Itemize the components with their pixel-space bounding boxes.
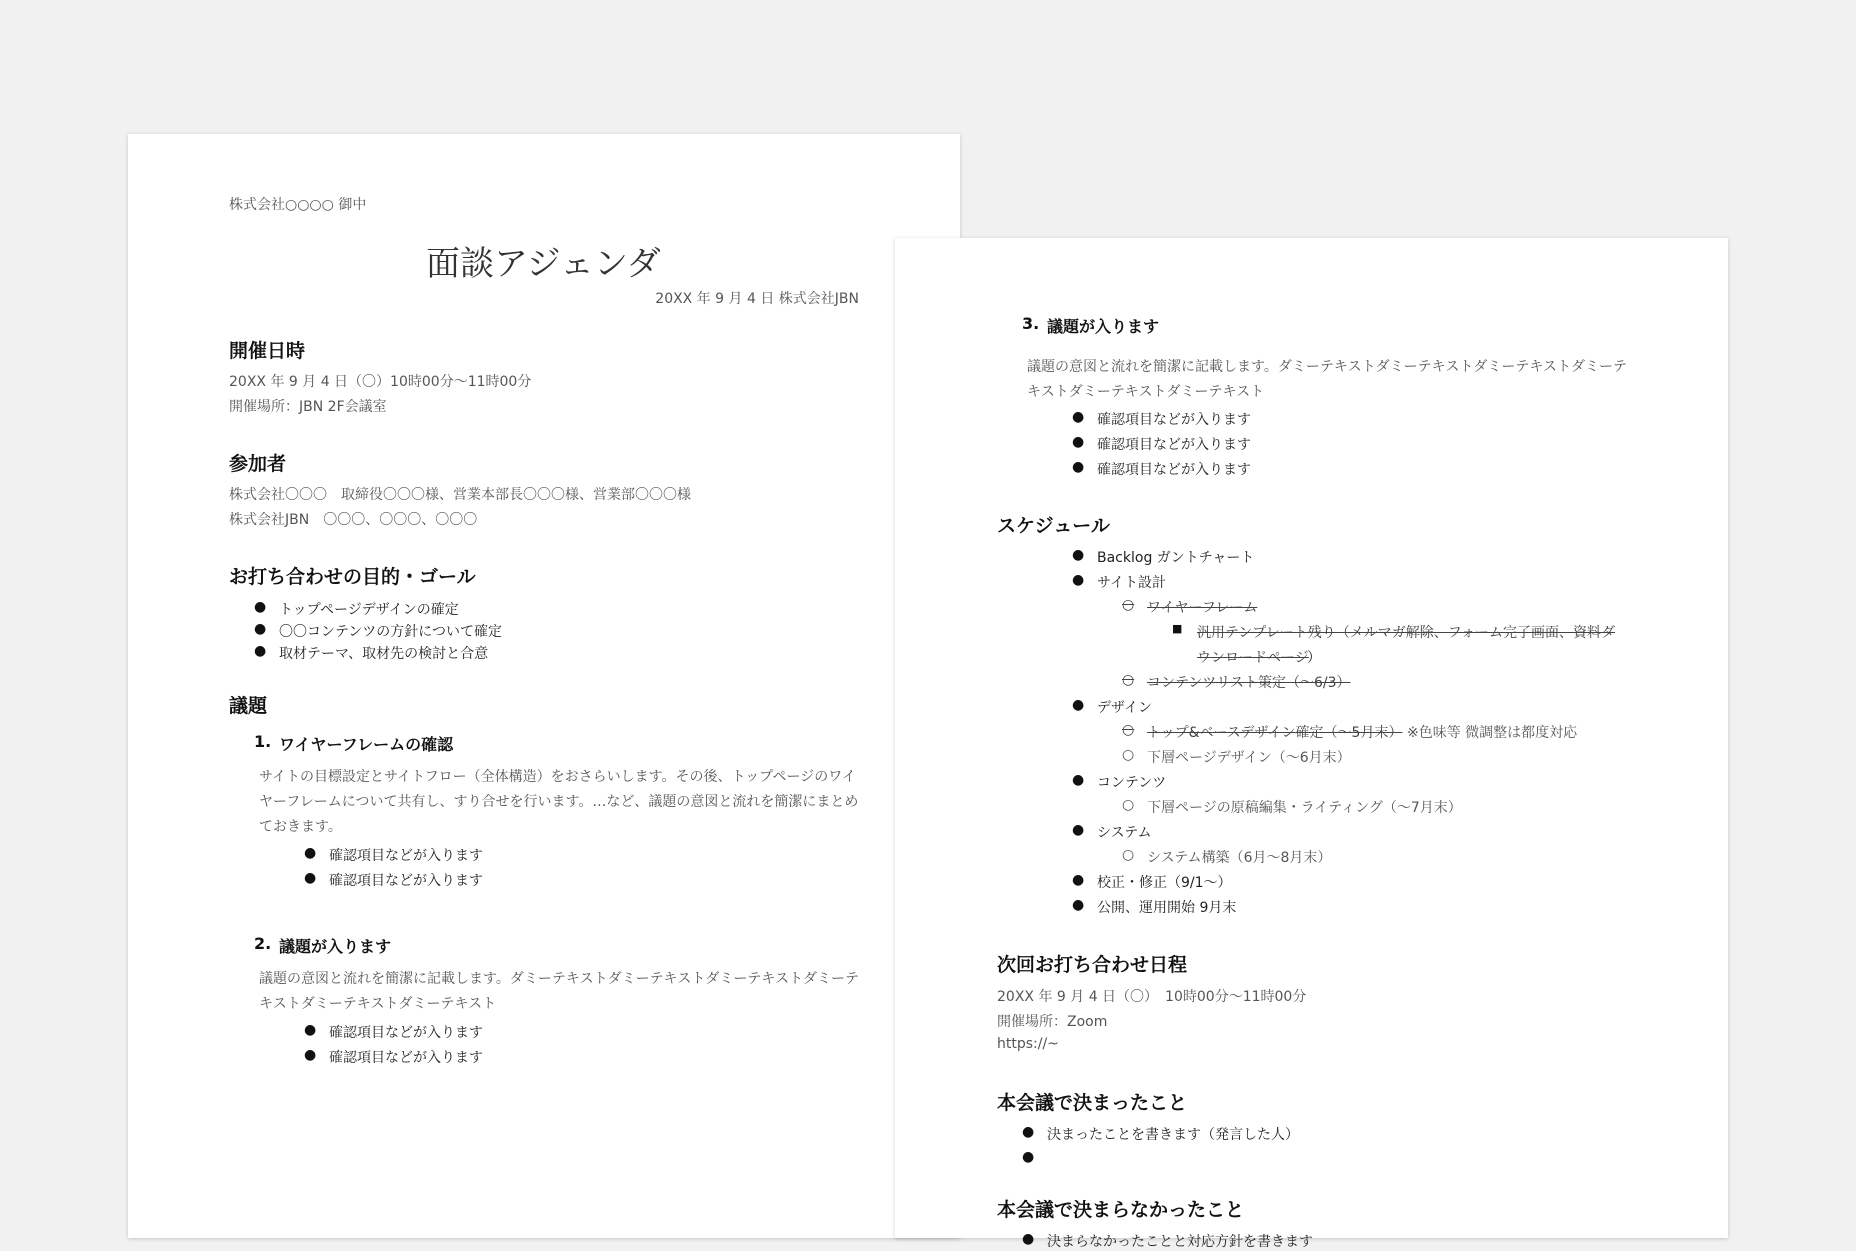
schedule-item: 公開、運用開始 9月末 [1097, 900, 1237, 916]
bullet-dot: ● [1022, 1231, 1035, 1247]
meeting-datetime: 20XX 年 9 月 4 日（〇）10時00分〜11時00分 [229, 374, 532, 390]
agenda-check-item: 確認項目などが入ります [329, 1050, 483, 1066]
agenda-check-item: 確認項目などが入ります [1097, 412, 1251, 428]
schedule-subitem-note: ※色味等 微調整は都度対応 [1407, 725, 1578, 741]
undecided-item: 決まらなかったことと対応方針を書きます [1047, 1234, 1313, 1250]
agenda-item-title: 議題が入ります [279, 937, 392, 956]
schedule-item: システム [1097, 825, 1152, 841]
goal-item: 〇〇コンテンツの方針について確定 [279, 624, 503, 640]
agenda-item-title: 議題が入ります [1047, 317, 1160, 336]
bullet-dot: ● [254, 599, 267, 615]
undecided-heading: 本会議で決まらなかったこと [997, 1199, 1245, 1221]
schedule-subitem: コンテンツリスト策定（〜6/3） [1147, 675, 1351, 691]
circle-bullet: ○ [1122, 672, 1135, 688]
bullet-dot: ● [1072, 434, 1085, 450]
schedule-subitem: システム構築（6月〜8月末） [1147, 850, 1332, 866]
circle-bullet: ○ [1122, 847, 1135, 863]
next-meeting-heading: 次回お打ち合わせ日程 [997, 954, 1188, 976]
decided-heading: 本会議で決まったこと [997, 1092, 1188, 1114]
schedule-item: デザイン [1097, 700, 1153, 716]
agenda-item-number: 2. [254, 934, 272, 953]
bullet-dot: ● [1072, 822, 1085, 838]
document-page-2 [895, 238, 1728, 1250]
agenda-heading: 議題 [229, 695, 268, 717]
square-bullet: ■ [1172, 622, 1183, 635]
goal-heading: お打ち合わせの目的・ゴール [229, 566, 476, 588]
agenda-check-item: 確認項目などが入ります [329, 873, 483, 889]
circle-bullet: ○ [1122, 797, 1135, 813]
circle-bullet: ○ [1122, 722, 1135, 738]
agenda-check-item: 確認項目などが入ります [1097, 437, 1251, 453]
schedule-item: 校正・修正（9/1〜） [1097, 875, 1232, 891]
bullet-dot: ● [304, 870, 317, 886]
schedule-item: サイト設計 [1097, 575, 1167, 591]
schedule-subsubitem: 汎用テンプレート残り（メルマガ解除、フォーム完了画面、資料ダ [1197, 625, 1616, 641]
schedule-subitem: 下層ページデザイン（〜6月末） [1147, 750, 1351, 766]
next-meeting-url: https://~ [997, 1036, 1059, 1052]
bullet-dot: ● [1072, 409, 1085, 425]
agenda-check-item: 確認項目などが入ります [329, 1025, 483, 1041]
bullet-dot: ● [254, 621, 267, 637]
participants-line: 株式会社JBN 〇〇〇、〇〇〇、〇〇〇 [229, 512, 478, 528]
bullet-dot: ● [1072, 459, 1085, 475]
bullet-dot: ● [1072, 772, 1085, 788]
meeting-heading: 開催日時 [229, 340, 306, 362]
bullet-dot: ● [304, 1022, 317, 1038]
agenda-item-number: 3. [1022, 314, 1040, 333]
bullet-dot: ● [1072, 697, 1085, 713]
meeting-place: 開催場所：JBN 2F会議室 [229, 399, 387, 415]
circle-bullet: ○ [1122, 597, 1135, 613]
schedule-item: コンテンツ [1097, 775, 1167, 791]
goal-item: 取材テーマ、取材先の検討と合意 [279, 646, 489, 662]
bullet-dot: ● [304, 1047, 317, 1063]
schedule-subitem: トップ&ベースデザイン確定（〜5月末） [1147, 725, 1403, 741]
bullet-dot: ● [1072, 572, 1085, 588]
goal-item: トップページデザインの確定 [279, 602, 459, 618]
agenda-item-number: 1. [254, 732, 272, 751]
document-title: 面談アジェンダ [426, 244, 661, 284]
bullet-dot: ● [1072, 897, 1085, 913]
next-meeting-place: 開催場所：Zoom [997, 1014, 1108, 1030]
schedule-subitem: 下層ページの原稿編集・ライティング（〜7月末） [1147, 800, 1462, 816]
bullet-dot: ● [1022, 1124, 1035, 1140]
agenda-item-body: 議題の意図と流れを簡潔に記載します。ダミーテキストダミーテキストダミーテキストダミーテキストダミーテキストダミーテキスト [259, 971, 860, 1012]
date-company: 20XX 年 9 月 4 日 株式会社JBN [655, 291, 859, 307]
document-page-1 [128, 134, 960, 1238]
bullet-dot: ● [1072, 872, 1085, 888]
agenda-item-body: 議題の意図と流れを簡潔に記載します。ダミーテキストダミーテキストダミーテキストダミーテキストダミーテキストダミーテキスト [1027, 359, 1628, 400]
schedule-heading: スケジュール [997, 515, 1110, 537]
bullet-dot: ● [254, 643, 267, 659]
agenda-item-title: ワイヤーフレームの確認 [279, 735, 454, 754]
schedule-item: Backlog ガントチャート [1097, 550, 1255, 566]
bullet-dot: ● [1072, 547, 1085, 563]
recipient: 株式会社○○○○ 御中 [229, 197, 367, 213]
bullet-dot: ● [1022, 1149, 1035, 1165]
agenda-check-item: 確認項目などが入ります [329, 848, 483, 864]
schedule-subitem: ワイヤーフレーム [1147, 600, 1258, 616]
schedule-subsubitem-cont: ウンロードページ [1197, 650, 1309, 666]
agenda-check-item: 確認項目などが入ります [1097, 462, 1251, 478]
participants-line: 株式会社〇〇〇 取締役〇〇〇様、営業本部長〇〇〇様、営業部〇〇〇様 [229, 487, 691, 503]
participants-heading: 参加者 [229, 453, 287, 475]
next-meeting-datetime: 20XX 年 9 月 4 日（〇） 10時00分〜11時00分 [997, 989, 1307, 1005]
bullet-dot: ● [304, 845, 317, 861]
circle-bullet: ○ [1122, 747, 1135, 763]
agenda-item-body: サイトの目標設定とサイトフロー（全体構造）をおさらいします。その後、トップページのワイヤーフレームについて共有し、すり合せを行います。…など、議題の意図と流れを簡潔にまとめておきます。 [259, 769, 859, 835]
schedule-subsubitem-close: ） [1307, 650, 1321, 666]
decided-item: 決まったことを書きます（発言した人） [1047, 1127, 1299, 1143]
